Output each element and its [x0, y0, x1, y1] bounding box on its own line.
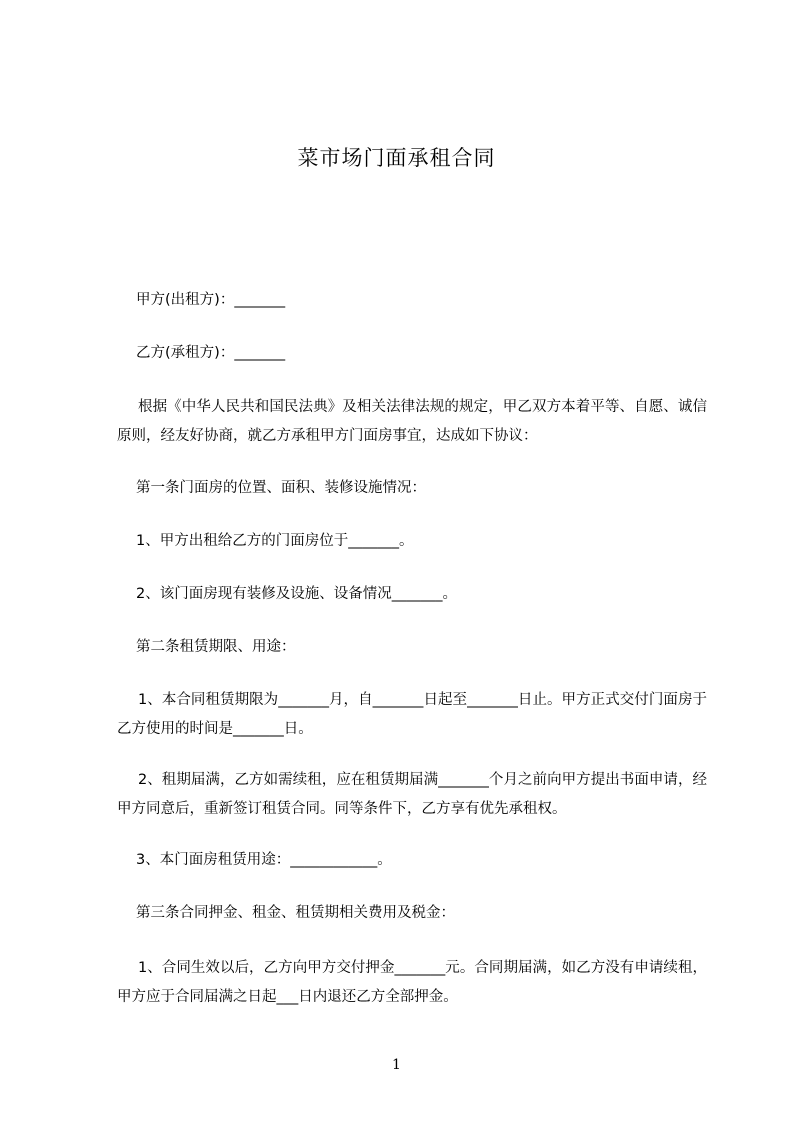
article-2-clause-1: 1、本合同租赁期限为_______月，自_______日起至_______日止。甲方正式交付门面房于乙方使用的时间是_______日。 [117, 692, 707, 737]
article-2-clause-2: 2、租期届满，乙方如需续租，应在租赁期届满_______个月之前向甲方提出书面申请，经甲方同意后，重新签订租赁合同。同等条件下，乙方享有优先承租权。 [117, 772, 707, 817]
article-3-heading: 第三条合同押金、租金、租赁期相关费用及税金： [136, 905, 455, 921]
page-number: 1 [392, 1057, 401, 1073]
party-a-line: 甲方(出租方)：_______ [136, 292, 286, 308]
party-b-line: 乙方(承租方)：_______ [136, 345, 286, 361]
article-1-heading: 第一条门面房的位置、面积、装修设施情况： [136, 480, 426, 496]
article-3-clause-1: 1、合同生效以后，乙方向甲方交付押金_______元。合同期届满，如乙方没有申请续租，甲方应于合同届满之日起___日内退还乙方全部押金。 [117, 960, 707, 1005]
article-2-heading: 第二条租赁期限、用途： [136, 639, 296, 655]
article-1-clause-2: 2、该门面房现有装修及设施、设备情况_______。 [136, 586, 457, 602]
article-1-clause-1: 1、甲方出租给乙方的门面房位于_______。 [136, 533, 414, 549]
preamble-paragraph: 根据《中华人民共和国民法典》及相关法律法规的规定，甲乙双方本着平等、自愿、诚信原则，经友好协商，就乙方承租甲方门面房事宜，达成如下协议： [117, 399, 707, 444]
article-2-clause-3: 3、本门面房租赁用途：____________。 [136, 852, 392, 868]
document-title: 菜市场门面承租合同 [297, 146, 496, 170]
